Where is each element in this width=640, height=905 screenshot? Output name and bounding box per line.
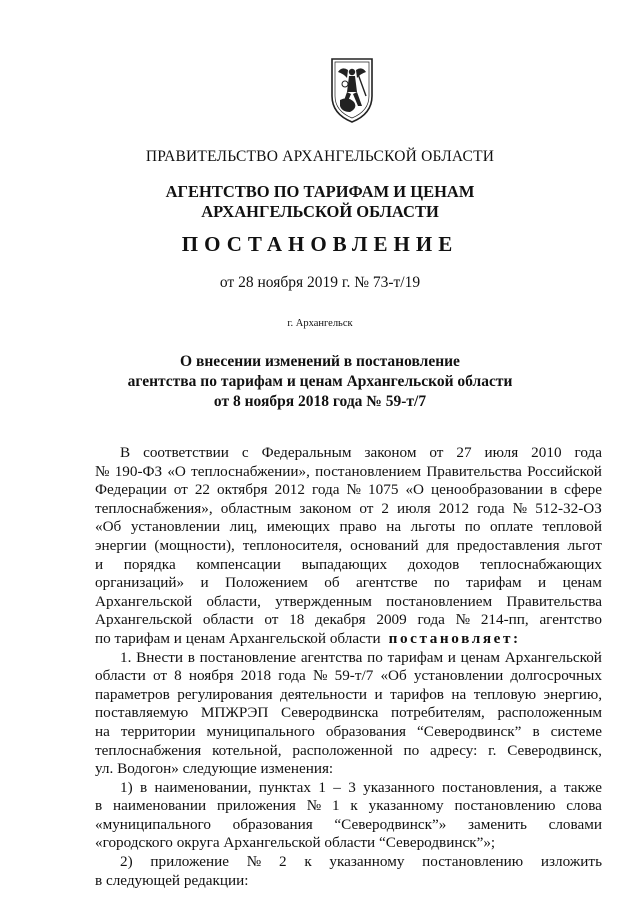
body-word: и [538,574,547,592]
body-word: образования [232,815,313,833]
agency-name [0,182,640,222]
body-word: в [532,722,540,740]
body-word: 2012 [274,481,305,499]
body-word: 59-т/7 [334,667,374,685]
body-word: г. [488,741,497,759]
body-word: приложения [216,797,296,815]
body-word: приложение [150,853,230,871]
body-word: “Северодвинск” [417,722,522,740]
body-word: слова [566,797,602,815]
body-word: по [367,648,383,666]
body-word: 1075 [368,481,399,499]
body-word: деятельности [280,685,367,703]
body-word: порядка [123,555,176,573]
body-word: теплоснабжения [95,741,202,759]
body-word: 1 [332,797,340,815]
body-word: законом [299,499,352,517]
body-word: 2018 [240,667,272,685]
body-line [95,518,602,537]
document-place: г. Архангельск [287,318,353,329]
body-word: «Об [95,518,122,536]
body-word: Архангельской [504,648,602,666]
body-word: «Об [380,667,407,685]
body-word: агентства [300,648,363,666]
body-word: области, [206,592,261,610]
body-word: от [264,611,279,629]
body-word: теплоносителя, [242,536,343,554]
body-word: котельной, [212,741,282,759]
body-word: года [574,444,602,461]
body-line [95,760,602,779]
body-word: 22 [194,481,211,499]
body-word: в [549,481,558,499]
document-title [0,352,640,412]
government-name: ПРАВИТЕЛЬСТВО АРХАНГЕЛЬСКОЙ ОБЛАСТИ [145,148,495,165]
body-word: на [386,518,402,536]
body-word: постановлением [315,462,422,480]
body-word: организаций» [95,574,185,592]
body-line-text: по тарифам и ценам Архангельской области [95,629,381,647]
document-type: ПОСТАНОВЛЕНИЕ [181,232,459,256]
body-word: 2010 [531,444,562,461]
body-line [95,816,602,835]
body-word: от [173,481,188,499]
body-word: для [426,536,449,554]
body-word: по [434,574,450,592]
body-word: наименовании, [154,778,252,796]
body-word: Архангельской [95,611,193,629]
body-word: тарифам [387,648,444,666]
body-word: «О [167,462,186,480]
body-word: Северодвинска [280,704,379,722]
body-word: (мощности), [154,536,235,554]
agency-name-line1: АГЕНТСТВО ПО ТАРИФАМ И ЦЕНАМ [165,182,475,201]
body-word: регулирования [177,685,273,703]
body-word: года [417,611,445,629]
body-word: законом [364,444,417,461]
body-word: в [140,778,148,796]
body-word: № [512,499,528,517]
body-word: от [152,667,167,685]
body-line [95,593,602,612]
body-word: и [447,648,456,666]
body-word: также [563,778,602,796]
body-word: 1 [318,778,326,796]
body-word: Правительства [426,462,522,480]
body-line [95,574,602,593]
body-word: «О [405,481,425,499]
document-title-line1: О внесении изменений в постановление [180,353,460,370]
body-word: ценообразовании [431,481,543,499]
body-word: агентстве [355,574,418,592]
body-word: заменить [468,815,527,833]
body-word: указанному [368,797,444,815]
body-word: Российской [527,462,602,480]
body-word: 512-32-ОЗ [535,499,602,517]
body-word: Федеральным [261,444,352,461]
body-word: № [246,853,262,871]
body-word: предоставления [456,536,560,554]
body-word: соответствии [143,444,229,461]
body-word: и [95,555,104,573]
body-word: с [241,444,249,461]
body-word: установлении [413,667,504,685]
body-word: тарифов [390,685,444,703]
body-word: 2009 [376,611,407,629]
body-word: ценам [460,648,501,666]
body-word: 2) [120,853,133,871]
document-title-line2: агентства по тарифам и ценам Архангельской области [127,373,513,390]
body-line [95,463,602,482]
body-word: пунктах [258,778,312,796]
body-word: области [95,667,146,685]
body-word: 214-пп, [480,611,529,629]
body-word: года [477,499,505,517]
body-word: ценам [562,574,602,592]
body-word: на [451,685,467,703]
body-word: доходов [407,555,460,573]
body-word: потребителям, [390,704,485,722]
body-word: по [464,518,481,536]
body-word: энергию, [543,685,602,703]
body-word: октября [217,481,268,499]
body-word: Положением [225,574,308,592]
body-word: года [312,481,340,499]
body-word: – [333,778,341,796]
body-word: а [549,778,557,796]
body-word: Правительства [506,592,602,610]
body-word: Федерации [95,481,167,499]
resolves-keyword: постановляет: [388,629,521,647]
body-line [95,834,602,853]
body-word: изложить [540,853,602,871]
body-word: теплоснабжения», [95,499,213,517]
body-word: «муниципального [95,815,211,833]
body-line [95,611,602,630]
body-word: параметров [95,685,170,703]
body-word: постановлению [422,853,524,871]
body-word: областным [220,499,292,517]
body-word: оплате [489,518,533,536]
body-word: постановления, [442,778,543,796]
body-word: постановлением [386,592,493,610]
body-word: МПЖРЭП [200,704,269,722]
body-line [95,723,602,742]
body-word: расположенной [292,741,393,759]
body-word: лиц, [229,518,258,536]
document-title-line3: от 8 ноября 2018 года № 59-т/7 [213,393,427,410]
coat-of-arms-icon [328,56,376,124]
body-word: территории [120,722,196,740]
body-word: декабря [314,611,366,629]
body-word: к [304,853,312,871]
body-word: 2012 [438,499,470,517]
body-line-text: в следующей редакции: [95,871,249,889]
body-line [95,444,602,463]
body-word: 3 [348,778,356,796]
agency-name-line2: АРХАНГЕЛЬСКОЙ ОБЛАСТИ [201,202,439,221]
body-word: имеющих [266,518,331,536]
body-word: льгот [567,536,602,554]
body-word: системе [550,722,602,740]
body-word: и [200,574,209,592]
body-word: теплоснабжающих [479,555,602,573]
body-word: тарифам [466,574,522,592]
document-date-number: от 28 ноября 2019 г. № 73-т/19 [219,274,421,291]
body-line [95,481,602,500]
body-word: 18 [289,611,305,629]
body-line [95,649,602,668]
body-word: Внести [136,648,184,666]
body-line-text: «городского округа Архангельской области “Северодвинск”»; [95,834,496,852]
body-word: словами [548,815,602,833]
body-word: 8 [174,667,182,685]
body-word: от [429,444,444,461]
body-word: 27 [456,444,472,461]
body-word: тепловую [473,685,537,703]
body-word: тепловой [542,518,602,536]
body-word: сфере [564,481,602,499]
body-line [95,667,602,686]
body-line [95,556,602,575]
body-word: долгосрочных [510,667,602,685]
body-word: и [374,685,383,703]
body-word: постановлению [454,797,556,815]
body-word: Архангельской [95,592,193,610]
body-line [95,853,602,872]
body-word: оснований [350,536,419,554]
body-line [95,630,602,649]
body-word: расположенным [497,704,602,722]
body-line [95,779,602,798]
body-word: июля [397,499,431,517]
body-word: 2 [381,499,390,517]
body-word: Северодвинск, [507,741,602,759]
body-line [95,537,602,556]
body-word: на [95,722,110,740]
body-word: 190-ФЗ [114,462,163,480]
body-word: к [350,797,358,815]
body-word: муниципального [206,722,315,740]
body-line [95,704,602,723]
body-word: № [312,667,328,685]
body-line-text: ул. Водогон» следующие изменения: [95,760,334,778]
body-word: 1. [120,648,132,666]
body-word: указанному [329,853,405,871]
body-word: льготы [410,518,456,536]
body-word: области [202,611,254,629]
body-word: право [339,518,377,536]
body-word: указанного [363,778,435,796]
body-word: об [324,574,340,592]
body-word: теплоснабжении», [191,462,310,480]
body-word: года [278,667,306,685]
body-word: компенсации [196,555,281,573]
body-word: № [455,611,471,629]
body-word: утвержденным [275,592,372,610]
body-word: по [403,741,420,759]
document-body [95,444,602,890]
body-line [95,500,602,519]
body-word: агентство [539,611,602,629]
body-line [95,872,602,891]
body-line [95,742,602,761]
body-line [95,797,602,816]
body-word: от [359,499,374,517]
body-word: в [95,797,103,815]
body-word: наименовании [112,797,207,815]
body-word: № [95,462,110,480]
body-word: адресу: [430,741,478,759]
body-word: ноября [188,667,234,685]
body-word: № [306,797,322,815]
body-line [95,686,602,705]
body-word: “Северодвинск”» [334,815,447,833]
body-word: В [120,444,131,461]
body-word: поставляемую [95,704,189,722]
body-word: 1) [120,778,133,796]
body-word: образования [325,722,407,740]
body-word: в [187,648,195,666]
body-word: № [346,481,362,499]
body-word: июля [484,444,519,461]
body-word: 2 [279,853,287,871]
body-word: энергии [95,536,147,554]
body-word: постановление [199,648,297,666]
body-word: выпадающих [301,555,388,573]
body-word: установлении [130,518,221,536]
